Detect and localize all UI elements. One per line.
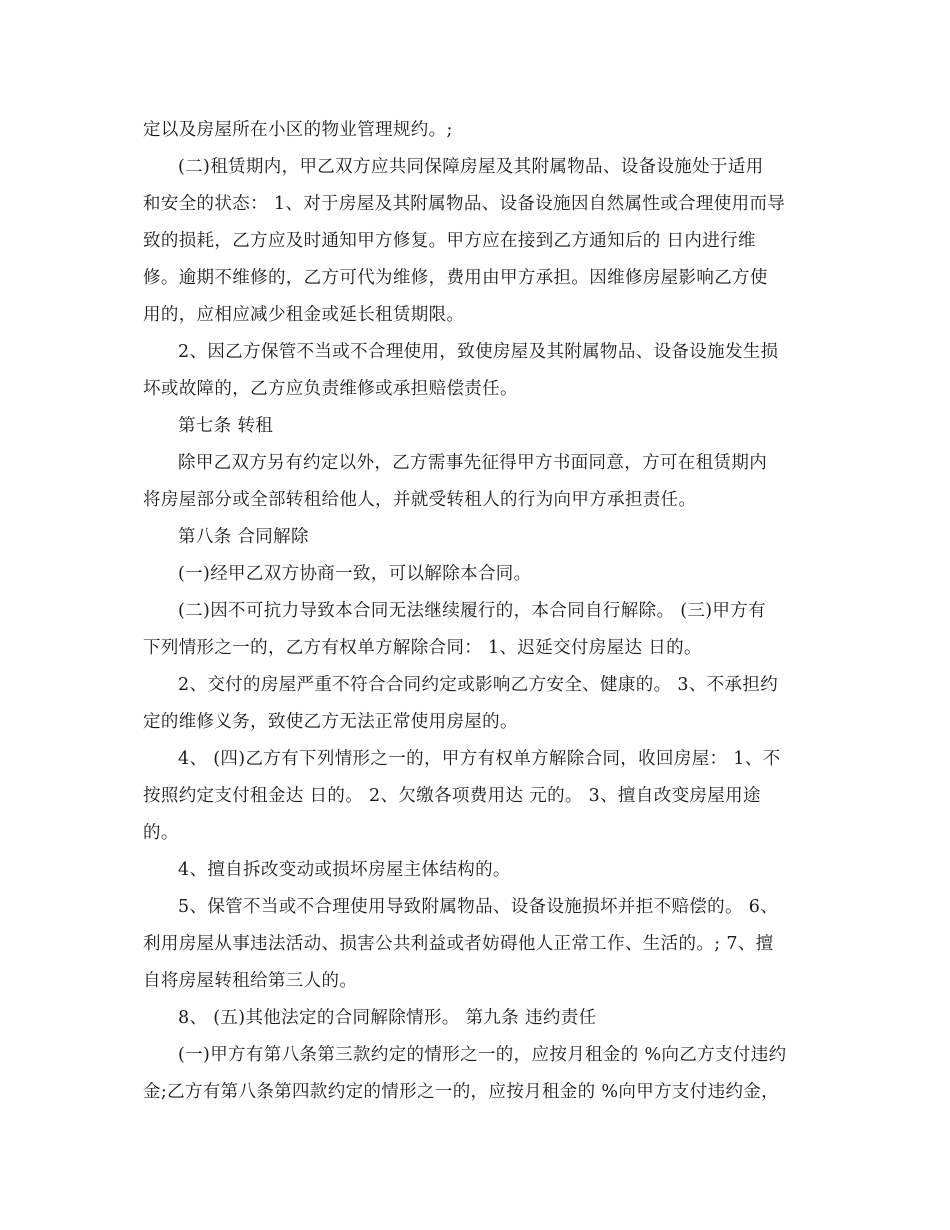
text-line: 2、交付的房屋严重不符合合同约定或影响乙方安全、健康的。 3、不承担约 (178, 675, 779, 695)
text-line: 将房屋部分或全部转租给他人，并就受转租人的行为向甲方承担责任。 (143, 490, 697, 510)
text-line: 金;乙方有第八条第四款约定的情形之一的，应按月租金的 %向甲方支付违约金， (143, 1082, 780, 1102)
text-line: (一)经甲乙双方协商一致，可以解除本合同。 (178, 564, 532, 584)
text-line: 致的损耗，乙方应及时通知甲方修复。甲方应在接到乙方通知后的 日内进行维 (143, 231, 756, 251)
text-line: 修。逾期不维修的，乙方可代为维修，费用由甲方承担。因维修房屋影响乙方使 (143, 268, 768, 288)
text-line: 4、擅自拆改变动或损坏房屋主体结构的。 (178, 860, 511, 880)
text-line: (二)租赁期内，甲乙双方应共同保障房屋及其附属物品、设备设施处于适用 (178, 157, 764, 177)
text-line: 自将房屋转租给第三人的。 (143, 971, 358, 991)
text-line: 利用房屋从事违法活动、损害公共利益或者妨碍他人正常工作、生活的。; 7、擅 (143, 934, 774, 954)
text-line: 的。 (143, 823, 179, 843)
text-line: 8、 (五)其他法定的合同解除情形。 第九条 违约责任 (178, 1008, 597, 1028)
text-line: 2、因乙方保管不当或不合理使用，致使房屋及其附属物品、设备设施发生损 (178, 342, 779, 362)
text-line: 定以及房屋所在小区的物业管理规约。; (143, 120, 453, 140)
section-heading: 第七条 转租 (178, 416, 274, 436)
text-line: 除甲乙双方另有约定以外，乙方需事先征得甲方书面同意，方可在租赁期内 (178, 453, 768, 473)
text-line: 下列情形之一的，乙方有权单方解除合同： 1、迟延交付房屋达 日的。 (143, 638, 702, 658)
text-line: 和安全的状态： 1、对于房屋及其附属物品、设备设施因自然属性或合理使用而导 (143, 194, 786, 214)
text-line: 用的，应相应减少租金或延长租赁期限。 (143, 305, 465, 325)
text-line: (二)因不可抗力导致本合同无法继续履行的，本合同自行解除。 (三)甲方有 (178, 601, 766, 621)
section-heading: 第八条 合同解除 (178, 527, 309, 547)
text-line: 定的维修义务，致使乙方无法正常使用房屋的。 (143, 712, 518, 732)
text-line: 4、 (四)乙方有下列情形之一的，甲方有权单方解除合同，收回房屋： 1、不 (178, 749, 781, 769)
text-line: 按照约定支付租金达 日的。 2、欠缴各项费用达 元的。 3、擅自改变房屋用途 (143, 786, 761, 806)
text-line: 5、保管不当或不合理使用导致附属物品、设备设施损坏并拒不赔偿的。 6、 (178, 897, 779, 917)
text-line: 坏或故障的，乙方应负责维修或承担赔偿责任。 (143, 379, 518, 399)
text-line: (一)甲方有第八条第三款约定的情形之一的，应按月租金的 %向乙方支付违约 (178, 1045, 787, 1065)
